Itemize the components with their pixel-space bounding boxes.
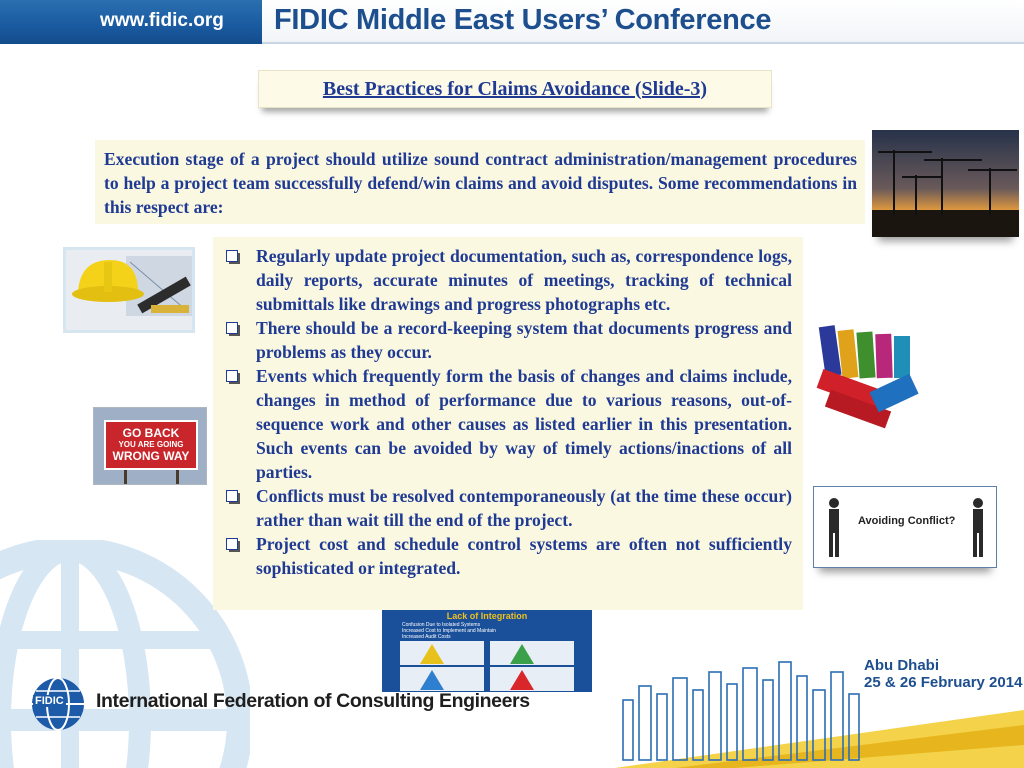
recommendations-box bbox=[213, 237, 803, 610]
website-url[interactable]: www.fidic.org bbox=[100, 10, 224, 31]
header-bar bbox=[0, 0, 1024, 44]
integration-title: Lack of Integration bbox=[446, 611, 528, 621]
construction-cranes-photo bbox=[872, 130, 1019, 237]
integration-point-2: Increased Cost to Implement and Maintain bbox=[402, 628, 496, 634]
abu-dhabi-skyline bbox=[615, 650, 1024, 768]
slide-title: Best Practices for Claims Avoidance (Slide-3) bbox=[322, 77, 708, 100]
bullet-text: Conflicts must be resolved contemporaneously (at the time these occur) rather than wait till the end of the project. bbox=[256, 486, 792, 530]
sign-post-right bbox=[176, 470, 179, 485]
organization-name: International Federation of Consulting Engineers bbox=[96, 690, 530, 712]
hard-hat-drawings-photo bbox=[63, 247, 195, 333]
wrong-way-sign-photo bbox=[93, 407, 207, 485]
bullet-text: Events which frequently form the basis of changes and claims include, changes in method of performance due to various reasons, out-of-sequence work and other causes as listed earlier in this presentation. Such events can be avoided by way of timely actions/inactions of all parties. bbox=[256, 366, 792, 482]
sign-line-3: WRONG WAY bbox=[112, 449, 190, 463]
list-item bbox=[223, 364, 792, 484]
header-divider bbox=[262, 42, 1024, 44]
lack-of-integration-diagram bbox=[382, 610, 592, 692]
checkbox-bullet-icon bbox=[226, 250, 238, 262]
intro-box bbox=[95, 140, 865, 224]
bullet-text: Regularly update project documentation, such as, correspondence logs, daily reports, accurate minutes of meetings, tracking of technical submittals like drawings and progress photographs etc. bbox=[256, 246, 792, 314]
avoiding-conflict-label: Avoiding Conflict? bbox=[858, 515, 956, 527]
binders-photo bbox=[812, 320, 920, 430]
checkbox-bullet-icon bbox=[226, 538, 238, 550]
bullet-text: Project cost and schedule control systems are often not sufficiently sophisticated or integrated. bbox=[256, 534, 792, 578]
list-item bbox=[223, 532, 792, 580]
checkbox-bullet-icon bbox=[226, 370, 238, 382]
bullet-text: There should be a record-keeping system that documents progress and problems as they occur. bbox=[256, 318, 792, 362]
integration-point-1: Confusion Due to Isolated Systems bbox=[402, 622, 481, 628]
sign-post-left bbox=[124, 470, 127, 485]
event-place: Abu Dhabi bbox=[864, 657, 939, 674]
avoiding-conflict-image bbox=[813, 486, 997, 568]
integration-point-3: Increased Audit Costs bbox=[402, 634, 451, 640]
slide-title-box bbox=[258, 70, 772, 108]
intro-paragraph: Execution stage of a project should utilize sound contract administration/management procedures to help a project team successfully defend/win claims and avoid disputes. Some recommendations in this respect are: bbox=[104, 149, 857, 217]
sign-panel bbox=[104, 420, 198, 470]
event-dates: 25 & 26 February 2014 bbox=[864, 674, 1023, 691]
sign-line-2: YOU ARE GOING bbox=[118, 440, 184, 449]
sign-line-1: GO BACK bbox=[122, 426, 180, 440]
conference-title: FIDIC Middle East Users’ Conference bbox=[274, 4, 772, 36]
checkbox-bullet-icon bbox=[226, 322, 238, 334]
list-item bbox=[223, 316, 792, 364]
list-item bbox=[223, 484, 792, 532]
recommendations-list bbox=[223, 244, 792, 580]
fidic-logo-text: FIDIC bbox=[35, 695, 64, 707]
checkbox-bullet-icon bbox=[226, 490, 238, 502]
list-item bbox=[223, 244, 792, 316]
